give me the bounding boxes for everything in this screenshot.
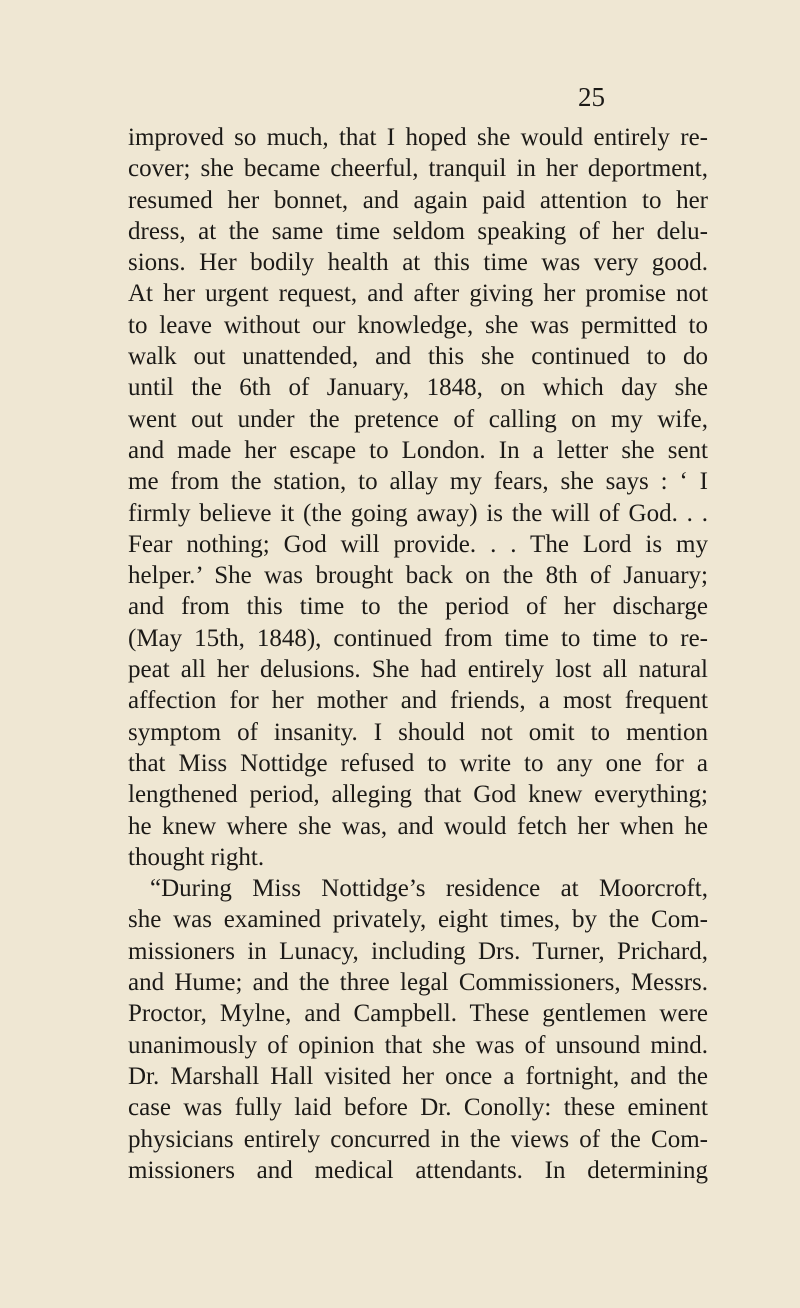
text-line: At her urgent request, and after giving her promise not (128, 280, 708, 308)
text-line: until the 6th of January, 1848, on which day she (128, 374, 708, 402)
text-line: she was examined privately, eight times, by the Com- (128, 906, 708, 934)
text-line: missioners and medical attendants. In determining (128, 1156, 708, 1184)
page-number: 25 (578, 82, 605, 112)
text-line: and made her escape to London. In a letter she sent (128, 436, 708, 464)
text-line: thought right. (128, 843, 265, 871)
text-line: helper.’ She was brought back on the 8th of January; (128, 562, 708, 590)
text-line: Dr. Marshall Hall visited her once a fortnight, and the (128, 1062, 708, 1090)
text-line: walk out unattended, and this she continued to do (128, 343, 708, 371)
text-line: unanimously of opinion that she was of unsound mind. (128, 1031, 708, 1059)
text-line: to leave without our knowledge, she was permitted to (128, 311, 708, 339)
text-line: missioners in Lunacy, including Drs. Turner, Prichard, (128, 937, 708, 965)
text-line: Proctor, Mylne, and Campbell. These gentlemen were (128, 1000, 708, 1028)
text-line: he knew where she was, and would fetch her when he (128, 812, 708, 840)
text-line: and from this time to the period of her discharge (128, 593, 708, 621)
text-line: improved so much, that I hoped she would entirely re- (128, 124, 708, 151)
text-line: dress, at the same time seldom speaking of her delu- (128, 217, 708, 245)
text-line: lengthened period, alleging that God knew everything; (128, 781, 708, 809)
text-line: and Hume; and the three legal Commissioners, Messrs. (128, 969, 708, 997)
text-line: peat all her delusions. She had entirely lost all natural (128, 656, 708, 684)
text-line: that Miss Nottidge refused to write to any one for a (128, 749, 708, 777)
text-line: affection for her mother and friends, a most frequent (128, 687, 708, 715)
text-line: physicians entirely concurred in the views of the Com- (128, 1125, 708, 1153)
text-line: “During Miss Nottidge’s residence at Moorcroft, (150, 875, 708, 903)
text-line: symptom of insanity. I should not omit to mention (128, 718, 708, 746)
text-line: Fear nothing; God will provide. . . The Lord is my (128, 530, 708, 558)
text-line: firmly believe it (the going away) is the will of God. . . (128, 499, 708, 527)
body-text (128, 122, 708, 1186)
text-line: (May 15th, 1848), continued from time to time to re- (128, 624, 708, 652)
text-line: case was fully laid before Dr. Conolly: these eminent (128, 1094, 708, 1122)
text-line: sions. Her bodily health at this time was very good. (128, 249, 708, 277)
text-line: went out under the pretence of calling on my wife, (128, 405, 708, 433)
text-line: cover; she became cheerful, tranquil in her deportment, (128, 155, 708, 183)
text-line: resumed her bonnet, and again paid attention to her (128, 186, 708, 214)
text-line: me from the station, to allay my fears, she says : ‘ I (128, 468, 708, 496)
